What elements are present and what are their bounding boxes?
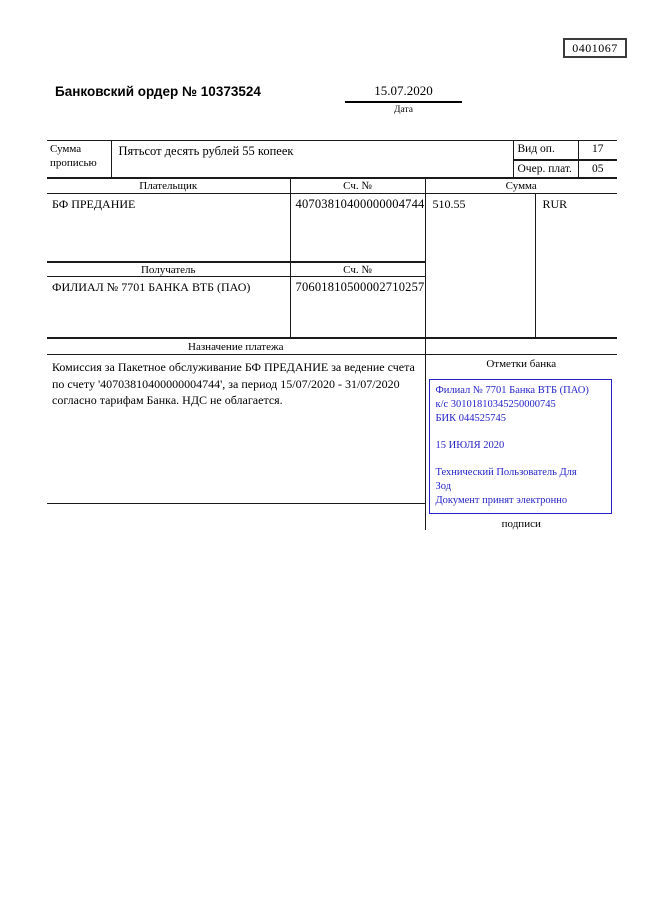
bank-marks-header-cell: [425, 339, 617, 355]
payer-name: БФ ПРЕДАНИЕ: [47, 194, 290, 262]
amount-words-table: [47, 140, 617, 179]
date-label: Дата: [394, 105, 413, 115]
amount-words-label: Сумма прописью: [47, 141, 111, 178]
date-value: 15.07.2020: [345, 83, 462, 103]
op-type-value: 17: [578, 141, 617, 160]
form-code-box: [563, 38, 627, 58]
stamp-date-line: 15 ИЮЛЯ 2020: [435, 440, 505, 451]
parties-table: [47, 179, 617, 339]
purpose-table: [47, 339, 617, 531]
purpose-label: Назначение платежа: [47, 339, 425, 355]
purpose-text: Комиссия за Пакетное обслуживание БФ ПРЕДАНИЕ за ведение счета по счету '40703810400000004744', за период 15/07/2020 - 31/07/2020 согласно тарифам Банка. НДС не облагается.: [52, 360, 415, 407]
date-block: [345, 83, 462, 115]
bank-marks-label: Отметки банка: [486, 358, 557, 370]
form-code: 0401067: [572, 41, 618, 55]
document-title: Банковский ордер № 10373524: [55, 84, 261, 99]
purpose-cell: [47, 355, 425, 504]
bank-stamp: [429, 379, 613, 514]
priority-label: Очер. плат.: [517, 162, 572, 175]
signatures-label: подписи: [501, 518, 541, 530]
amount-value: 510.55: [425, 194, 535, 338]
recipient-account-label: Сч. №: [290, 262, 425, 277]
below-signature-line-spacer: [47, 504, 425, 530]
recipient-section-label: Получатель: [47, 262, 290, 277]
stamp-accepted-line: Документ принят электронно: [435, 495, 568, 506]
payer-account-label: Сч. №: [290, 179, 425, 194]
order-form: [47, 140, 617, 530]
stamp-bik-line: БИК 044525745: [435, 413, 506, 424]
op-type-label: Вид оп.: [513, 141, 578, 160]
recipient-name: ФИЛИАЛ № 7701 БАНКА ВТБ (ПАО): [52, 280, 251, 294]
payer-account: 40703810400000004744: [290, 194, 425, 262]
payer-section-label: Плательщик: [47, 179, 290, 194]
recipient-account: 70601810500002710257: [290, 277, 425, 338]
stamp-branch-line: Филиал № 7701 Банка ВТБ (ПАО): [435, 385, 589, 396]
bank-marks-cell: [425, 355, 617, 531]
amount-words-value: Пятьсот десять рублей 55 копеек: [111, 141, 513, 178]
currency-code: RUR: [535, 194, 617, 338]
priority-value: 05: [578, 160, 617, 178]
stamp-tech-user-line: Технический Пользователь Для Зод: [435, 467, 577, 492]
amount-label: Сумма: [425, 179, 617, 194]
stamp-corr-account-line: к/с 30101810345250000745: [435, 399, 556, 410]
